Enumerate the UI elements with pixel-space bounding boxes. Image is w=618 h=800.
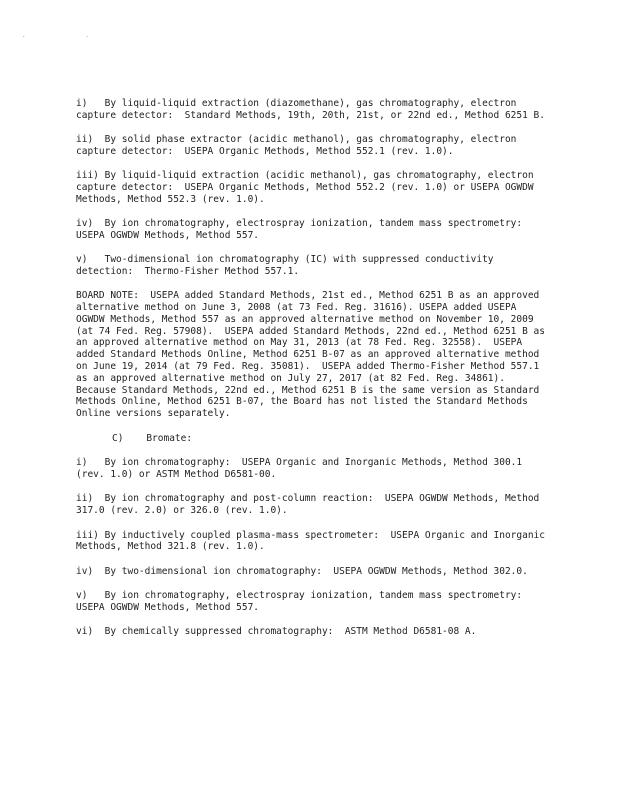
header-marks: . . — [22, 32, 117, 39]
list-item-a-ii: ii) By solid phase extractor (acidic methanol), gas chromatography, electron capture detector: USEPA Organic Methods, Method 552.1 (rev. 1.0). — [76, 134, 523, 157]
list-item-c-i: i) By ion chromatography: USEPA Organic and Inorganic Methods, Method 300.1 (rev. 1.0) or ASTM Method D6581-00. — [76, 457, 528, 481]
list-item-c-iii: iii) By inductively coupled plasma-mass spectrometer: USEPA Organic and Inorganic Methods, Method 321.8 (rev. 1.0). — [76, 529, 551, 553]
list-item-a-i: i) By liquid-liquid extraction (diazomethane), gas chromatography, electron capture detector: Standard Methods, 19th, 20th, 21st, or 22nd ed., Method 6251 B. — [76, 98, 545, 121]
board-note: BOARD NOTE: USEPA added Standard Methods, 21st ed., Method 6251 B as an approved alternative method on June 3, 2008 (at 73 Fed. Reg. 31616). USEPA added USEPA OGWDW Methods, Method 557 as an approved alternative method on November 10, 2009 (at 74 Fed. Reg. 57908). USEPA added Standard Methods, 22nd ed., Method 6251 B as an approved alternative method on May 31, 2013 (at 78 Fed. Reg. 32558). USEPA added Standard Methods Online, Method 6251 B-07 as an approved alternative method on June 19, 2014 (at 79 Fed. Reg. 35081). USEPA added Thermo-Fisher Method 557.1 as an approved alternative method on July 27, 2017 (at 82 Fed. Reg. 34861). Because Standard Methods, 22nd ed., Method 6251 B is the same version as Standard Methods Online, Method 6251 B-07, the Board has not listed the Standard Methods Online versions separately. — [76, 290, 551, 420]
list-item-a-iii: iii) By liquid-liquid extraction (acidic methanol), gas chromatography, electron capture detector: USEPA Organic Methods, Method 552.2 (rev. 1.0) or USEPA OGWDW Methods, Method 552.3 (rev. 1.0). — [76, 170, 540, 205]
list-item-c-iv: iv) By two-dimensional ion chromatography: USEPA OGWDW Methods, Method 302.0. — [76, 565, 528, 577]
list-item-c-ii: ii) By ion chromatography and post-column reaction: USEPA OGWDW Methods, Method 317.0 (rev. 2.0) or 326.0 (rev. 1.0). — [76, 493, 546, 517]
list-item-c-v: v) By ion chromatography, electrospray ionization, tandem mass spectrometry: USEPA OGWDW Methods, Method 557. — [76, 589, 534, 613]
document-body — [76, 98, 551, 650]
section-heading-bromate: C) Bromate: — [112, 433, 193, 445]
list-item-c-vi: vi) By chemically suppressed chromatography: ASTM Method D6581-08 A. — [76, 626, 477, 637]
list-item-a-v: v) Two-dimensional ion chromatography (IC) with suppressed conductivity detection: Thermo-Fisher Method 557.1. — [76, 254, 500, 277]
list-item-a-iv: iv) By ion chromatography, electrospray ionization, tandem mass spectrometry: USEPA OGWDW Methods, Method 557. — [76, 218, 534, 241]
